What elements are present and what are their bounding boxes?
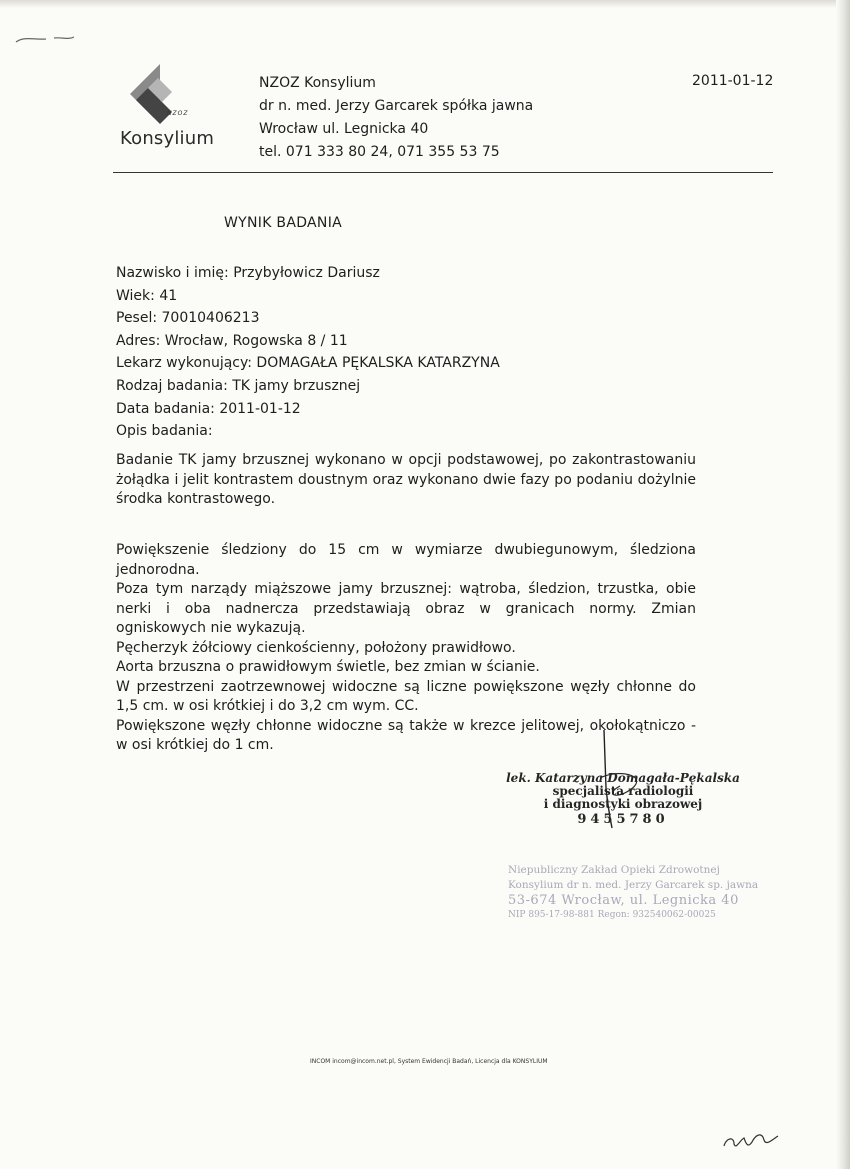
finding-line: Aorta brzuszna o prawidłowym świetle, bez zmian w ścianie.	[116, 659, 540, 675]
page-edge-right	[836, 0, 850, 1169]
header-line: NZOZ Konsylium	[259, 75, 376, 91]
doctor-stamp	[498, 772, 748, 826]
field-description-label: Opis badania:	[116, 423, 213, 440]
finding-line: Pęcherzyk żółciowy cienkościenny, położony prawidłowo.	[116, 639, 516, 656]
finding-line: W przestrzeni zaotrzewnowej widoczne są liczne powiększone węzły chłonne do 1,5 cm. w osi krótkiej i do 3,2 cm wym. CC.	[116, 678, 696, 714]
page-edge-top	[0, 0, 850, 8]
finding-line: Poza tym narządy miąższowe jamy brzusznej: wątroba, śledzion, trzustka, obie nerki i oba nadnercza przedstawiają obraz w granicach normy. Zmian ogniskowych nie wykazują.	[116, 581, 696, 636]
document-date: 2011-01-12	[692, 73, 774, 89]
handwritten-mark-icon	[716, 1110, 796, 1160]
header-line: Wrocław ul. Legnicka 40	[259, 121, 429, 137]
field-address: Adres: Wrocław, Rogowska 8 / 11	[116, 332, 348, 349]
stamp-license-number: 9455780	[577, 812, 669, 827]
clinic-stamp-line: Konsylium dr n. med. Jerzy Garcarek sp. jawna	[508, 879, 759, 891]
stamp-specialty: specjalista radiologii	[552, 784, 694, 798]
clinic-stamp-line: 53-674 Wrocław, ul. Legnicka 40	[508, 893, 739, 908]
header-line: tel. 071 333 80 24, 071 355 53 75	[259, 144, 500, 160]
clinic-stamp-line: NIP 895-17-98-881 Regon: 932540062-00025	[508, 910, 716, 920]
description-paragraph-2	[116, 541, 696, 756]
logo-small-label: NZOZ	[167, 110, 189, 117]
finding-line: Powiększenie śledziony do 15 cm w wymiarze dwubiegunowym, śledziona jednorodna.	[116, 542, 696, 578]
document-title: WYNIK BADANIA	[224, 215, 342, 231]
field-pesel: Pesel: 70010406213	[116, 310, 260, 327]
field-exam-date: Data badania: 2011-01-12	[116, 400, 301, 417]
stamp-doctor-name: lek. Katarzyna Domagała-Pękalska	[506, 771, 740, 785]
clinic-stamp-line: Niepubliczny Zakład Opieki Zdrowotnej	[508, 864, 720, 876]
field-age: Wiek: 41	[116, 287, 178, 304]
patient-fields	[116, 262, 500, 443]
clinic-header	[259, 72, 533, 164]
clinic-stamp	[508, 863, 759, 923]
field-patient-name: Nazwisko i imię: Przybyłowicz Dariusz	[116, 265, 380, 281]
header-divider	[113, 172, 773, 173]
pencil-mark	[10, 28, 80, 52]
header-line: dr n. med. Jerzy Garcarek spółka jawna	[259, 98, 534, 114]
field-doctor: Lekarz wykonujący: DOMAGAŁA PĘKALSKA KATARZYNA	[116, 355, 500, 372]
description-paragraph-1	[116, 451, 696, 510]
finding-line: Powiększone węzły chłonne widoczne są także w krezce jelitowej, okołokątniczo - w osi krótkiej do 1 cm.	[116, 717, 696, 753]
software-footer: INCOM incom@incom.net.pl, System Ewidencji Badań, Licencja dla KONSYLIUM	[310, 1058, 548, 1065]
field-exam-type: Rodzaj badania: TK jamy brzusznej	[116, 377, 361, 394]
description-text: Badanie TK jamy brzusznej wykonano w opcji podstawowej, po zakontrastowaniu żołądka i jelit kontrastem doustnym oraz wykonano dwie fazy po podaniu dożylnie środka kontrastowego.	[116, 452, 696, 507]
logo-name: Konsylium	[120, 128, 215, 149]
stamp-specialty-2: i diagnostyki obrazowej	[543, 797, 703, 811]
